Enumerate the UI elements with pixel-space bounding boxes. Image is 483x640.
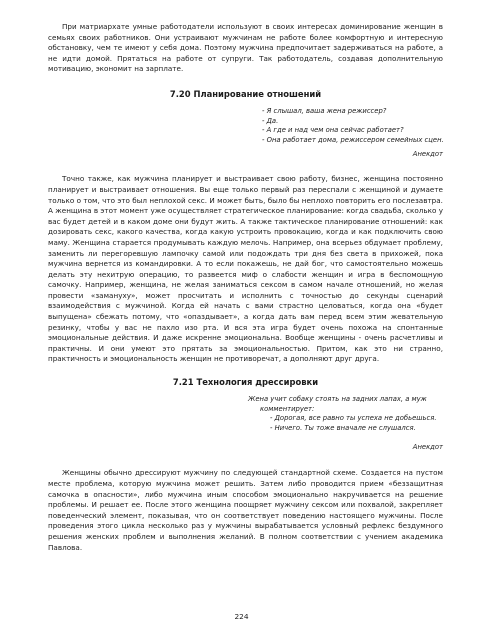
attribution-7-20: Анекдот [412, 150, 443, 159]
page-number: 224 [234, 612, 249, 621]
body-paragraph-7-20: Точно также, как мужчина планирует и выстраивает свою работу, бизнес, женщина постоянно планирует и выстраивает отношения. Вы еще только первый раз переспали с женщиной и думаете только о том, что это был неплохой секс. И может быть, было бы неплохо повторить его послезавтра. А женщина в этот момент уже осуществляет стратегическое планирование: когда свадьба, сколько у вас будет детей и в каком доме они будут жить. А также тактическое планирование отношений: как дозировать секс, какого качества, когда какую устроить провокацию, когда и как подключить свою маму. Женщина старается продумывать каждую мелочь. Например, она всерьез обдумает проблему, заменить ли перегоревшую лампочку самой или подождать три дня без света в прихожей, пока мужчина вернется из командировки. А то если покажешь, не дай бог, что самостоятельно можешь делать эту нехитрую операцию, то развеется миф о слабости женщин и игра в беспомощную самочку. Например, женщина, не желая заниматься сексом в самом начале отношений, но желая провести «замануху», может просчитать и исполнить с точностью до секунды сценарий взаимодействия с мужчиной. Когда ей начать с вами страстно целоваться, когда она «будет выпущена» сбежать потому, что «опаздывает», а когда дать вам перед всем этим жевательную резинку, чтобы у вас не пахло изо рта. И вся эта игра будет очень похожа на спонтанные эмоциональные действия. И даже искренне эмоциональна. Вообще женщины - очень расчетливы и практичны. И они умеют это прятать за эмоциональностью. Притом, как это ни странно, практичность и эмоциональность женщин не противоречат, а дополняют друг друга. [48, 174, 443, 364]
attribution-7-21: Анекдот [412, 443, 443, 452]
epigraph-line: комментирует: [260, 404, 315, 413]
epigraph-7-21 [248, 395, 443, 433]
intro-paragraph: При матриархате умные работодатели используют в своих интересах доминирование женщин в семьях своих работников. Они устраивают мужчинам не работе более комфортную и интересную обстановку, чем те имеют у себя дома. Поэтому мужчина предпочитает задерживаться на работе, а не идти домой. Прятаться на работе от супруги. Так работодатель, создавая дополнительную мотивацию, экономит на зарплате. [48, 22, 443, 74]
epigraph-7-20 [262, 107, 443, 145]
epigraph-line: - А где и над чем она сейчас работает? [262, 126, 404, 135]
epigraph-line: - Да. [262, 116, 279, 125]
epigraph-line: - Ничего. Ты тоже вначале не слушался. [270, 423, 416, 432]
epigraph-line: - Я слышал, ваша жена режиссер? [262, 106, 387, 115]
epigraph-line: - Дорогая, все равно ты успеха не добьешься. [270, 414, 437, 423]
epigraph-line: - Она работает дома, режиссером семейных сцен. [262, 135, 444, 144]
epigraph-line: Жена учит собаку стоять на задних лапах, а муж [248, 395, 427, 404]
body-paragraph-7-21: Женщины обычно дрессируют мужчину по следующей стандартной схеме. Создается на пустом месте проблема, которую мужчина может решить. Затем либо проводится прием «беззащитная самочка в опасности», либо мужчина иным способом эмоционально накручивается на решение проблемы. И решает ее. После этого женщина поощряет мужчину сексом или похвалой, закрепляет поведенческий элемент, показывая, что он соответствует поведению настоящего мужчины. После проведения этого цикла несколько раз у мужчины вырабатывается условный рефлекс бездумного решения женских проблем и выполнения желаний. В полном соответствии с учением академика Павлова. [48, 468, 443, 552]
section-title-7-20: 7.20 Планирование отношений [169, 88, 322, 99]
section-title-7-21: 7.21 Технология дрессировки [172, 377, 319, 388]
